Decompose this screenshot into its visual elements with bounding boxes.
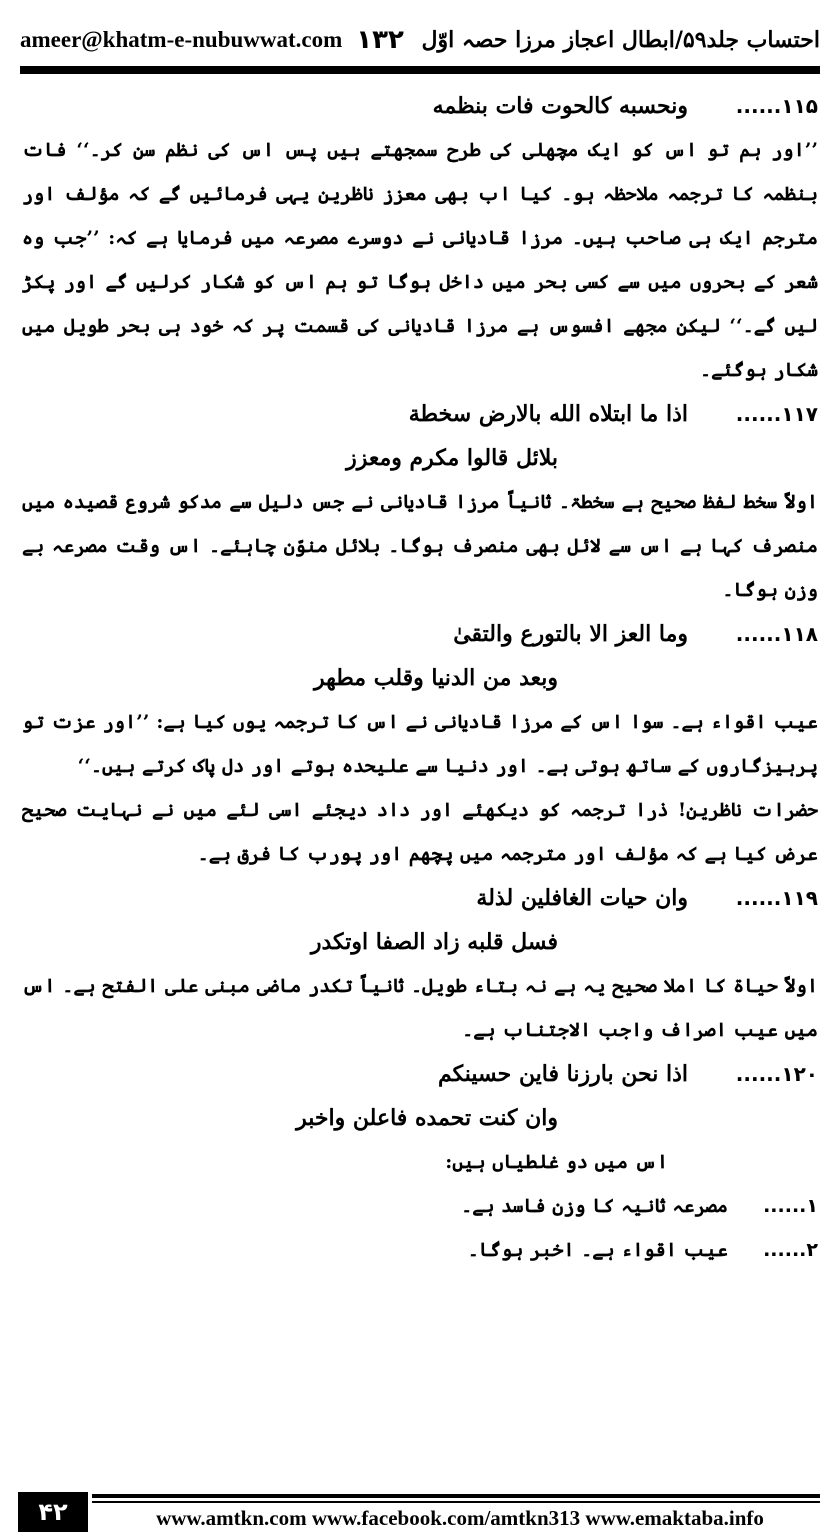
verse-119 xyxy=(22,876,818,920)
page-header xyxy=(20,18,820,62)
header-email: ameer@khatm-e-nubuwwat.com xyxy=(20,27,343,52)
footer-rule xyxy=(92,1494,820,1498)
header-book-title: احتساب جلد۵۹/ابطال اعجاز مرزا حصہ اوّل xyxy=(421,27,820,53)
verse-line: ونحسبه كالحوت فات بنظمه xyxy=(432,93,688,119)
verse-line: وان حيات الغافلين لذلة xyxy=(476,885,688,911)
verse-120 xyxy=(22,1052,818,1096)
verse-115 xyxy=(22,84,818,128)
footer-page-badge: ۴۲ xyxy=(18,1492,88,1532)
commentary-115: ’’اور ہم تو اس کو ایک مچھلی کی طرح سمجھتے ہیں پس اس کی نظم سن کر۔‘‘ فات بنظمہ کا ترجمہ ملاحظہ ہو۔ کیا اب بھی معزز ناظرین یہی فرمائیں گے کہ مؤلف اور مترجم ایک ہی صاحب ہیں۔ مرزا قادیانی نے دوسرے مصرعہ میں فرمایا ہے کہ: ’’جب وہ شعر کے بحروں میں سے کسی بحر میں داخل ہوگا تو ہم اس کو شکار کرلیں گے اور پکڑ لیں گے۔‘‘ لیکن مجھے افسوس ہے مرزا قادیانی کی قسمت پر کہ خود ہی بحر طویل میں شکار ہوگئے۔ xyxy=(22,139,818,381)
verse-line: بلائل قالوا مكرم ومعزز xyxy=(346,445,558,471)
commentary-118: عیب اقواء ہے۔ سوا اس کے مرزا قادیانی نے اس کا ترجمہ یوں کیا ہے: ’’اور عزت تو پرہیزگاروں کے ساتھ ہوتی ہے۔ اور دنیا سے علیحدہ ہوتے اور دل پاک کرتے ہیں۔‘‘ xyxy=(22,711,818,777)
verse-118-second xyxy=(22,656,818,700)
verse-119-second xyxy=(22,920,818,964)
verse-line: اذا ما ابتلاه الله بالارض سخطة xyxy=(408,401,688,427)
commentary-118-note: حضرات ناظرین! ذرا ترجمہ کو دیکھئے اور داد دیجئے اسی لئے میں نے نہایت صحیح عرض کیا ہے کہ مؤلف اور مترجمہ میں پچھم اور پورب کا فرق ہے۔ xyxy=(22,799,818,865)
verse-number: ۱۱۵...... xyxy=(735,94,818,118)
verse-line: وان كنت تحمده فاعلن واخبر xyxy=(296,1105,558,1131)
verse-line: اذا نحن بارزنا فاين حسينكم xyxy=(437,1061,688,1087)
verse-117 xyxy=(22,392,818,436)
commentary-117: اولاً سخط لفظ صحیح ہے سخطۃ۔ ثانیاً مرزا قادیانی نے جس دلیل سے مدکو شروع قصیدہ میں منصرف کہا ہے اس سے لائل بھی منصرف ہوگا۔ بلائل منوّن چاہئے۔ اس وقت مصرعہ بے وزن ہوگا۔ xyxy=(22,491,818,601)
verse-118 xyxy=(22,612,818,656)
item-number: ۲...... xyxy=(763,1239,818,1261)
commentary-119: اولاً حیاۃ کا املا صحیح یہ ہے نہ بتاء طویل۔ ثانیاً تکدر ماضی مبنی علی الفتح ہے۔ اس میں عیب اصراف واجب الاجتناب ہے۔ xyxy=(22,975,818,1041)
list-item xyxy=(22,1228,818,1272)
verse-line: وبعد من الدنيا وقلب مطهر xyxy=(313,665,558,691)
page-body xyxy=(22,84,818,1272)
verse-number: ۱۲۰...... xyxy=(735,1062,818,1086)
item-text: مصرعہ ثانیہ کا وزن فاسد ہے۔ xyxy=(461,1195,728,1217)
commentary-120-intro: اس میں دو غلطیاں ہیں: xyxy=(445,1151,668,1173)
footer-rule-thin xyxy=(92,1501,820,1503)
verse-number: ۱۱۷...... xyxy=(735,402,818,426)
verse-117-second xyxy=(22,436,818,480)
verse-120-second xyxy=(22,1096,818,1140)
item-text: عیب اقواء ہے۔ اخبر ہوگا۔ xyxy=(467,1239,728,1261)
verse-line: فسل قلبه زاد الصفا اوتكدر xyxy=(310,929,558,955)
verse-number: ۱۱۹...... xyxy=(735,886,818,910)
list-item xyxy=(22,1184,818,1228)
header-page-number: ۱۳۲ xyxy=(356,25,404,55)
verse-line: وما العز الا بالتورع والتقیٰ xyxy=(453,621,688,647)
footer-links: www.amtkn.com www.facebook.com/amtkn313 www.emaktaba.info xyxy=(156,1506,764,1530)
header-rule xyxy=(20,66,820,74)
verse-number: ۱۱۸...... xyxy=(735,622,818,646)
item-number: ۱...... xyxy=(763,1195,818,1217)
header-left xyxy=(20,25,404,55)
